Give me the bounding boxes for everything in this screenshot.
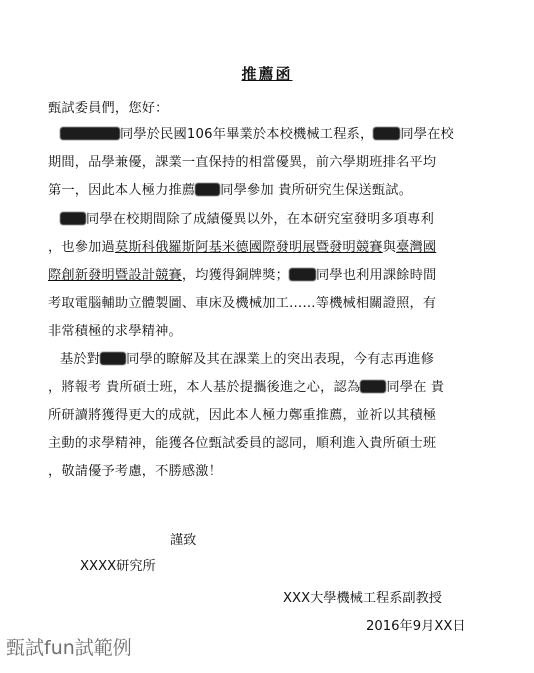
closing-recipient: XXXX研究所 xyxy=(80,559,156,574)
p2-line-1: 同學在校期間除了成績優異以外，在本研究室發明多項專利 xyxy=(60,212,434,228)
p3-line-2: ，將報考 貴所碩士班，本人基於提攜後進之心，認為 同學在 貴 xyxy=(48,380,445,395)
closing-signer: XXX大學機械工程系副教授 xyxy=(283,591,442,606)
p1-line-2: 期間，品學兼優，課業一直保持的相當優異，前六學期班排名平均 xyxy=(48,155,437,170)
redacted-name xyxy=(373,127,400,140)
p2-line-5: 非常積極的求學精神。 xyxy=(48,324,182,339)
p3-line-5: ，敬請優予考慮，不勝感激！ xyxy=(48,464,223,479)
closing-date: 2016年9月XX日 xyxy=(366,619,466,634)
letter-title: 推薦函 xyxy=(241,65,293,83)
redacted-name xyxy=(60,127,120,140)
p3-line-4: 主動的求學精神，能獲各位甄試委員的認同，順利進入貴所碩士班 xyxy=(48,436,437,451)
p3-line-1: 基於對 同學的瞭解及其在課業上的突出表現，今有志再進修 xyxy=(60,352,435,367)
p2-line-4: 考取電腦輔助立體製圖、車床及機械加工……等機械相關證照，有 xyxy=(48,296,437,311)
redacted-name xyxy=(60,212,86,225)
p2-line-3: 際創新發明暨設計競賽，均獲得銅牌獎； 同學也利用課餘時間 xyxy=(48,268,437,283)
redacted-name xyxy=(289,268,316,281)
redacted-name xyxy=(100,352,126,365)
salutation: 甄試委員們，您好： xyxy=(48,101,169,116)
p1-line-3: 第一，因此本人極力推薦 同學參加 貴所研究生保送甄試。 xyxy=(48,183,413,198)
p3-line-3: 所研讀將獲得更大的成就，因此本人極力鄭重推薦，並祈以其積極 xyxy=(48,408,437,423)
p2-line-2: ，也參加過莫斯科俄羅斯阿基米德國際發明展暨發明競賽與臺灣國 xyxy=(48,240,437,255)
redacted-name xyxy=(360,380,386,393)
p1-line-1: 同學於民國106年畢業於本校機械工程系， 同學在校 xyxy=(60,127,454,143)
watermark-text: 甄試fun試範例 xyxy=(6,637,132,659)
redacted-name xyxy=(195,183,220,196)
closing-regards: 謹致 xyxy=(170,533,197,548)
